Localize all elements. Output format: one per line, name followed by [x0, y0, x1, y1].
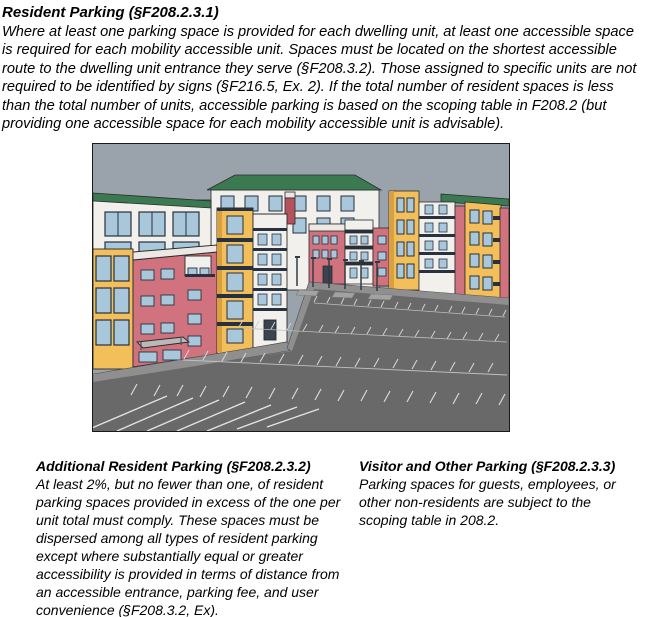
- mid-row-buildings: [309, 220, 391, 286]
- intro-paragraph: Where at least one parking space is provided for each dwelling unit, at least one accessible space is required for each mobility accessible unit. Spaces must be located on the shortest accessible route to the dwelling unit entrance they serve (§F208.3.2). Those assigned to specific units are not required to be identified by signs (§F216.5, Ex. 2). If the total number of resident spaces is less than the total number of units, accessible parking is based on the scoping table in F208.2 (but providing one accessible space for each mobility accessible unit is advisable).: [2, 24, 637, 133]
- page-title: Resident Parking (§F208.2.3.1): [2, 4, 219, 21]
- tall-yellow-building: [389, 191, 419, 290]
- section-heading: Visitor and Other Parking (§F208.2.3.3): [359, 458, 616, 474]
- right-buildings: [419, 194, 509, 306]
- section-body: Parking spaces for guests, employees, or other non-residents are subject to the scoping table in 208.2.: [359, 476, 616, 528]
- resident-parking-figure: [92, 143, 510, 432]
- section-heading: Additional Resident Parking (§F208.2.3.2): [36, 458, 311, 474]
- apartment-parking-illustration: [93, 144, 509, 431]
- section-body: At least 2%, but no fewer than one, of resident parking spaces provided in excess of the one per unit total must comply. These spaces must be dispersed among all types of resident parking except where substantially equal or greater accessibility is provided in terms of distance from an accessible entrance, parking fee, and user convenience (§F208.3.2, Ex).: [36, 476, 341, 617]
- section-additional-resident-parking: [36, 457, 344, 617]
- section-visitor-other-parking: [359, 457, 643, 529]
